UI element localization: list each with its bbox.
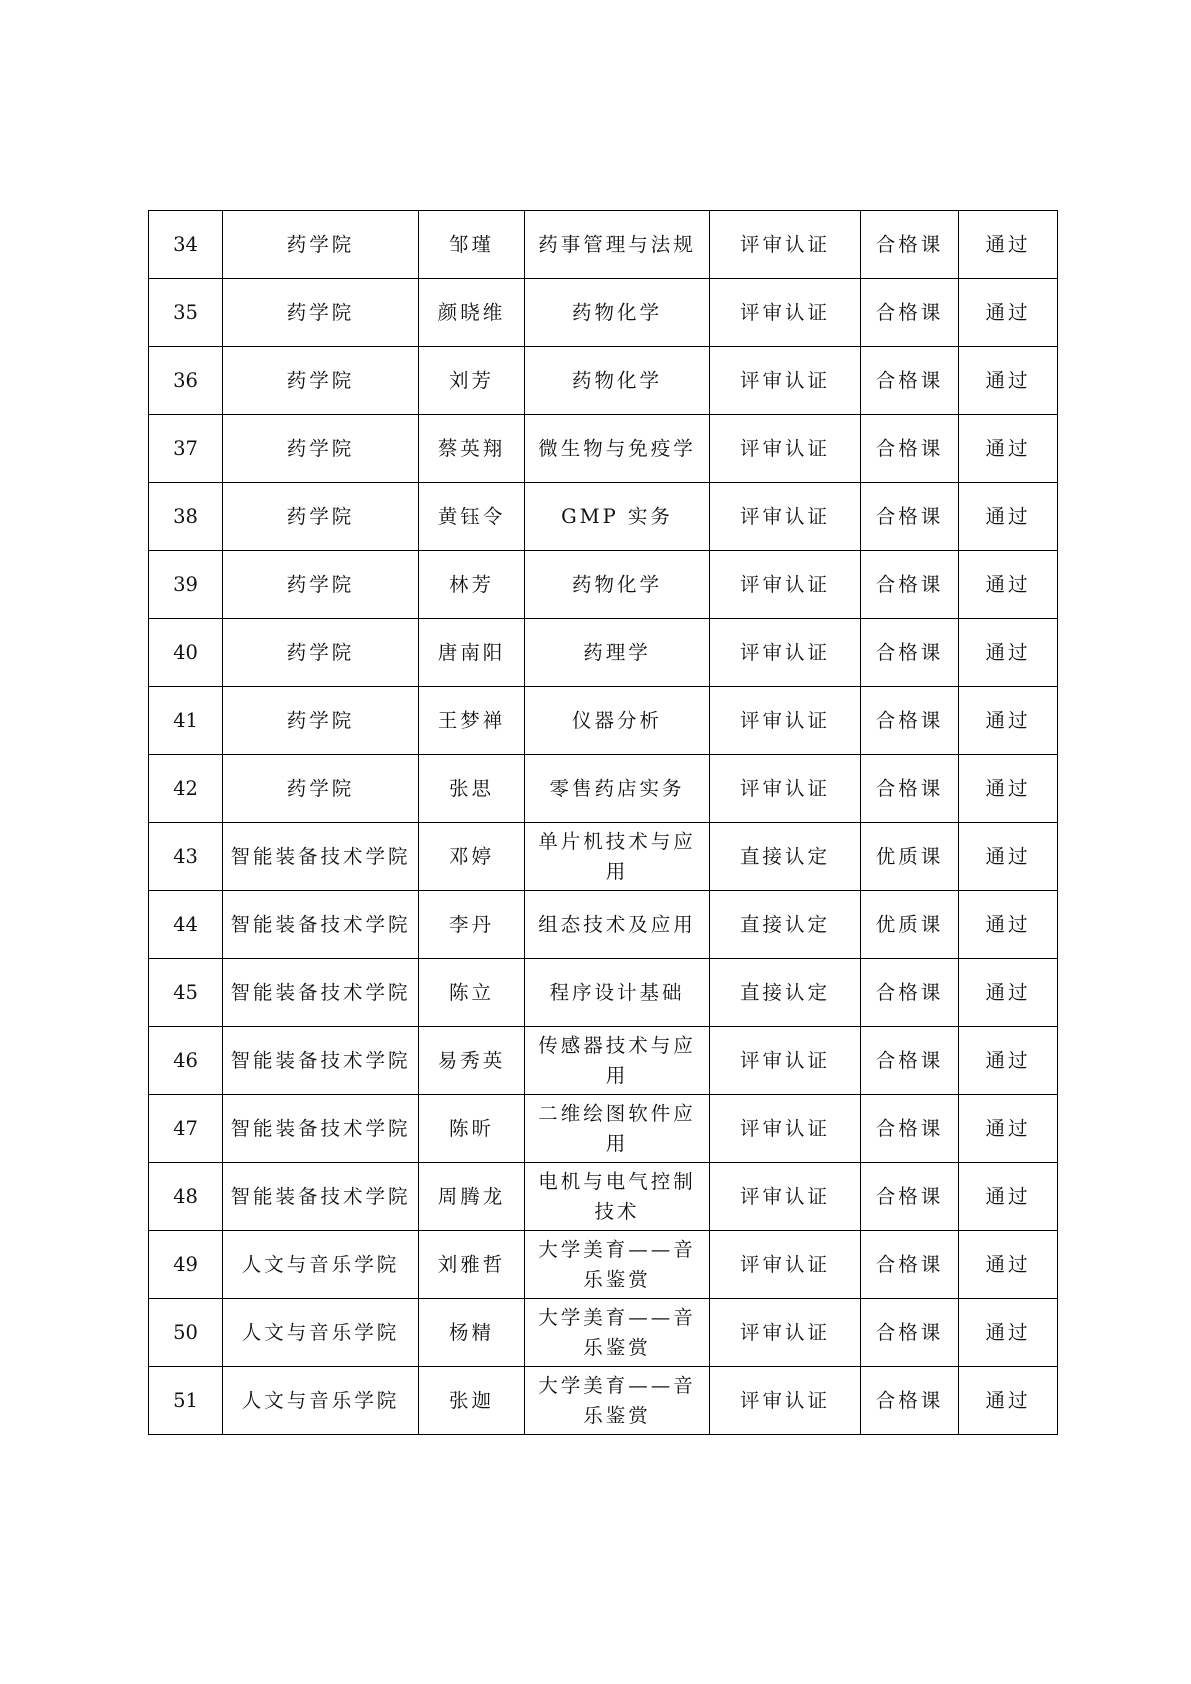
- level-cell: 合格课: [861, 551, 959, 619]
- table-row: [149, 279, 1058, 347]
- college-cell: 智能装备技术学院: [223, 823, 419, 891]
- method-cell: 评审认证: [710, 1299, 861, 1367]
- teacher-cell: 蔡英翔: [419, 415, 525, 483]
- college-cell: 药学院: [223, 415, 419, 483]
- result-cell: 通过: [959, 551, 1058, 619]
- table-row: [149, 483, 1058, 551]
- college-cell: 药学院: [223, 279, 419, 347]
- row-number: 49: [149, 1231, 223, 1299]
- teacher-cell: 周腾龙: [419, 1163, 525, 1231]
- college-cell: 药学院: [223, 211, 419, 279]
- teacher-cell: 黄钰令: [419, 483, 525, 551]
- level-cell: 合格课: [861, 959, 959, 1027]
- course-cell: 微生物与免疫学: [525, 415, 710, 483]
- college-cell: 智能装备技术学院: [223, 959, 419, 1027]
- method-cell: 评审认证: [710, 1095, 861, 1163]
- table-row: [149, 1231, 1058, 1299]
- result-cell: 通过: [959, 211, 1058, 279]
- row-number: 42: [149, 755, 223, 823]
- method-cell: 评审认证: [710, 1027, 861, 1095]
- teacher-cell: 邓婷: [419, 823, 525, 891]
- teacher-cell: 易秀英: [419, 1027, 525, 1095]
- course-cell: 大学美育——音乐鉴赏: [525, 1367, 710, 1435]
- course-cell: 大学美育——音乐鉴赏: [525, 1299, 710, 1367]
- teacher-cell: 杨精: [419, 1299, 525, 1367]
- method-cell: 评审认证: [710, 1367, 861, 1435]
- table-row: [149, 959, 1058, 1027]
- method-cell: 评审认证: [710, 1163, 861, 1231]
- course-cell: 药物化学: [525, 279, 710, 347]
- college-cell: 智能装备技术学院: [223, 891, 419, 959]
- teacher-cell: 张思: [419, 755, 525, 823]
- result-cell: 通过: [959, 415, 1058, 483]
- level-cell: 合格课: [861, 1367, 959, 1435]
- table-row: [149, 823, 1058, 891]
- method-cell: 评审认证: [710, 347, 861, 415]
- teacher-cell: 张迦: [419, 1367, 525, 1435]
- course-cell: 药物化学: [525, 347, 710, 415]
- row-number: 40: [149, 619, 223, 687]
- level-cell: 优质课: [861, 891, 959, 959]
- result-cell: 通过: [959, 755, 1058, 823]
- row-number: 44: [149, 891, 223, 959]
- row-number: 45: [149, 959, 223, 1027]
- teacher-cell: 李丹: [419, 891, 525, 959]
- method-cell: 评审认证: [710, 619, 861, 687]
- row-number: 46: [149, 1027, 223, 1095]
- course-cell: 单片机技术与应用: [525, 823, 710, 891]
- row-number: 36: [149, 347, 223, 415]
- result-cell: 通过: [959, 1027, 1058, 1095]
- table-row: [149, 1163, 1058, 1231]
- college-cell: 智能装备技术学院: [223, 1095, 419, 1163]
- teacher-cell: 刘芳: [419, 347, 525, 415]
- table-row: [149, 1299, 1058, 1367]
- method-cell: 直接认定: [710, 959, 861, 1027]
- course-cell: 零售药店实务: [525, 755, 710, 823]
- level-cell: 合格课: [861, 1299, 959, 1367]
- row-number: 39: [149, 551, 223, 619]
- teacher-cell: 陈昕: [419, 1095, 525, 1163]
- course-cell: GMP 实务: [525, 483, 710, 551]
- method-cell: 评审认证: [710, 1231, 861, 1299]
- teacher-cell: 刘雅哲: [419, 1231, 525, 1299]
- table-row: [149, 1095, 1058, 1163]
- table-row: [149, 1027, 1058, 1095]
- college-cell: 药学院: [223, 551, 419, 619]
- table-row: [149, 551, 1058, 619]
- level-cell: 优质课: [861, 823, 959, 891]
- result-cell: 通过: [959, 279, 1058, 347]
- level-cell: 合格课: [861, 211, 959, 279]
- method-cell: 评审认证: [710, 755, 861, 823]
- result-cell: 通过: [959, 1095, 1058, 1163]
- teacher-cell: 陈立: [419, 959, 525, 1027]
- row-number: 47: [149, 1095, 223, 1163]
- method-cell: 评审认证: [710, 483, 861, 551]
- row-number: 41: [149, 687, 223, 755]
- course-cell: 组态技术及应用: [525, 891, 710, 959]
- result-cell: 通过: [959, 483, 1058, 551]
- college-cell: 药学院: [223, 687, 419, 755]
- college-cell: 药学院: [223, 483, 419, 551]
- teacher-cell: 林芳: [419, 551, 525, 619]
- table-row: [149, 755, 1058, 823]
- course-cell: 大学美育——音乐鉴赏: [525, 1231, 710, 1299]
- course-cell: 电机与电气控制技术: [525, 1163, 710, 1231]
- college-cell: 人文与音乐学院: [223, 1231, 419, 1299]
- course-cell: 程序设计基础: [525, 959, 710, 1027]
- table-row: [149, 211, 1058, 279]
- level-cell: 合格课: [861, 1027, 959, 1095]
- method-cell: 评审认证: [710, 687, 861, 755]
- course-cell: 仪器分析: [525, 687, 710, 755]
- teacher-cell: 唐南阳: [419, 619, 525, 687]
- college-cell: 人文与音乐学院: [223, 1299, 419, 1367]
- level-cell: 合格课: [861, 1231, 959, 1299]
- level-cell: 合格课: [861, 347, 959, 415]
- teacher-cell: 颜晓维: [419, 279, 525, 347]
- row-number: 38: [149, 483, 223, 551]
- level-cell: 合格课: [861, 415, 959, 483]
- course-cell: 药理学: [525, 619, 710, 687]
- row-number: 50: [149, 1299, 223, 1367]
- result-cell: 通过: [959, 1231, 1058, 1299]
- method-cell: 评审认证: [710, 551, 861, 619]
- level-cell: 合格课: [861, 619, 959, 687]
- row-number: 43: [149, 823, 223, 891]
- table-row: [149, 415, 1058, 483]
- method-cell: 评审认证: [710, 415, 861, 483]
- level-cell: 合格课: [861, 755, 959, 823]
- method-cell: 评审认证: [710, 279, 861, 347]
- result-cell: 通过: [959, 619, 1058, 687]
- row-number: 34: [149, 211, 223, 279]
- college-cell: 药学院: [223, 619, 419, 687]
- course-cell: 二维绘图软件应用: [525, 1095, 710, 1163]
- result-cell: 通过: [959, 1367, 1058, 1435]
- college-cell: 智能装备技术学院: [223, 1163, 419, 1231]
- method-cell: 评审认证: [710, 211, 861, 279]
- level-cell: 合格课: [861, 483, 959, 551]
- table-row: [149, 1367, 1058, 1435]
- teacher-cell: 邹瑾: [419, 211, 525, 279]
- row-number: 35: [149, 279, 223, 347]
- course-results-table: [148, 210, 1058, 1435]
- college-cell: 药学院: [223, 347, 419, 415]
- result-cell: 通过: [959, 891, 1058, 959]
- table-row: [149, 619, 1058, 687]
- teacher-cell: 王梦禅: [419, 687, 525, 755]
- college-cell: 药学院: [223, 755, 419, 823]
- row-number: 37: [149, 415, 223, 483]
- course-cell: 药物化学: [525, 551, 710, 619]
- course-cell: 药事管理与法规: [525, 211, 710, 279]
- table-body: [149, 211, 1058, 1435]
- result-cell: 通过: [959, 347, 1058, 415]
- table-row: [149, 891, 1058, 959]
- row-number: 48: [149, 1163, 223, 1231]
- method-cell: 直接认定: [710, 891, 861, 959]
- result-cell: 通过: [959, 823, 1058, 891]
- level-cell: 合格课: [861, 687, 959, 755]
- level-cell: 合格课: [861, 1095, 959, 1163]
- row-number: 51: [149, 1367, 223, 1435]
- table-row: [149, 687, 1058, 755]
- college-cell: 智能装备技术学院: [223, 1027, 419, 1095]
- table-row: [149, 347, 1058, 415]
- result-cell: 通过: [959, 1299, 1058, 1367]
- result-cell: 通过: [959, 1163, 1058, 1231]
- result-cell: 通过: [959, 687, 1058, 755]
- level-cell: 合格课: [861, 279, 959, 347]
- method-cell: 直接认定: [710, 823, 861, 891]
- course-cell: 传感器技术与应用: [525, 1027, 710, 1095]
- college-cell: 人文与音乐学院: [223, 1367, 419, 1435]
- level-cell: 合格课: [861, 1163, 959, 1231]
- result-cell: 通过: [959, 959, 1058, 1027]
